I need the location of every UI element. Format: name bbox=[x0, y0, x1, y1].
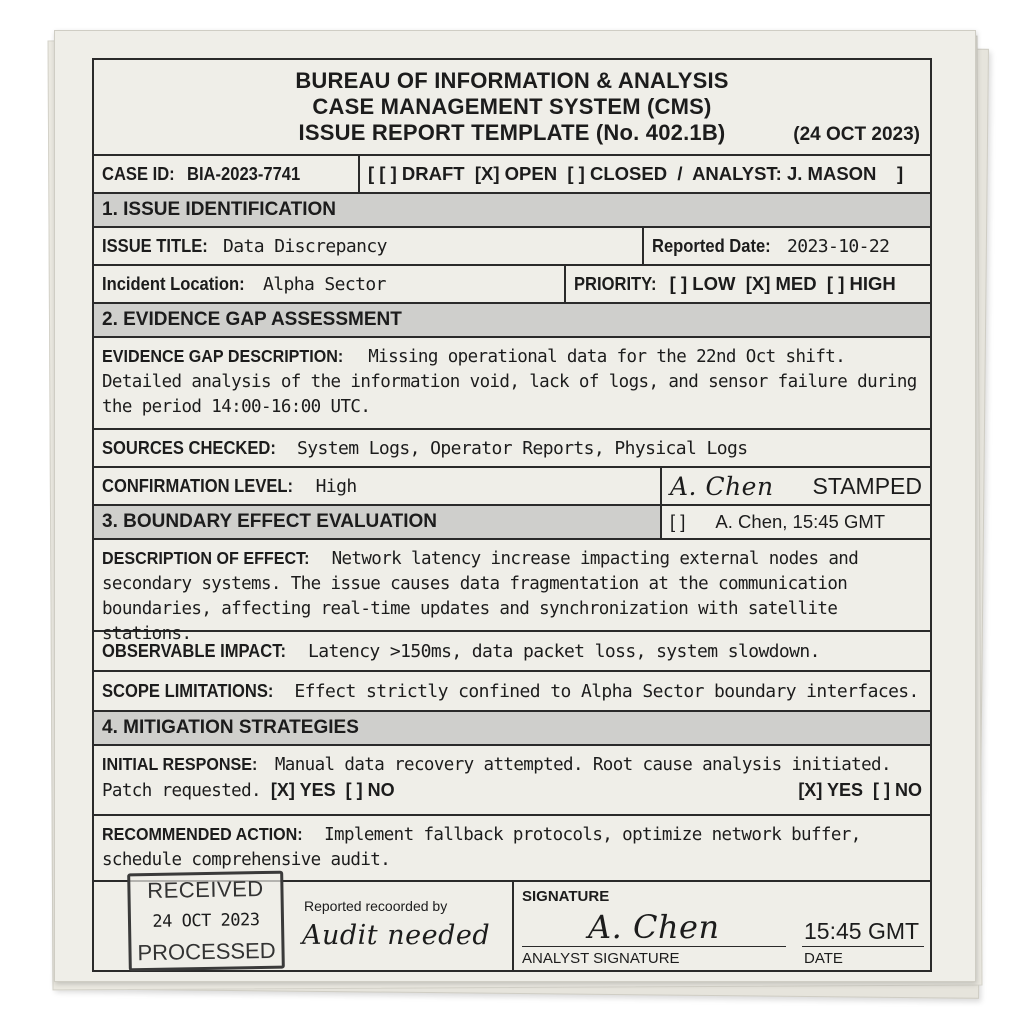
section-3-checkbox[interactable]: [ ] bbox=[670, 511, 686, 532]
confirmation-row bbox=[94, 468, 930, 506]
scope-value: Effect strictly confined to Alpha Sector boundary interfaces. bbox=[294, 680, 919, 702]
reported-date-cell bbox=[644, 228, 930, 264]
case-status: [ [ ] DRAFT [X] OPEN [ ] CLOSED / ANALYST: J. MASON ] bbox=[368, 163, 904, 184]
initial-response-check[interactable]: [X] YES [ ] NO bbox=[798, 780, 922, 800]
confirmation-signature: A. Chen bbox=[670, 471, 774, 501]
date-line bbox=[802, 946, 924, 947]
recommended-label: RECOMMENDED ACTION: bbox=[102, 824, 303, 844]
case-row bbox=[94, 156, 930, 194]
header-template: ISSUE REPORT TEMPLATE (No. 402.1B) bbox=[298, 120, 726, 145]
priority-cell bbox=[566, 266, 930, 302]
initial-response-line2: Patch requested. bbox=[102, 781, 261, 801]
case-id-cell bbox=[94, 156, 360, 192]
section-3-header bbox=[94, 506, 930, 540]
issue-title-row bbox=[94, 228, 930, 266]
impact-value: Latency >150ms, data packet loss, system slowdown. bbox=[308, 640, 820, 662]
form-footer bbox=[94, 875, 930, 972]
stamp-date: 24 OCT 2023 bbox=[152, 910, 260, 932]
location-value: Alpha Sector bbox=[263, 273, 386, 295]
section-3-title: 3. BOUNDARY EFFECT EVALUATION bbox=[94, 506, 662, 538]
issue-title-cell bbox=[94, 228, 644, 264]
impact-label: OBSERVABLE IMPACT: bbox=[102, 640, 287, 661]
header-agency: BUREAU OF INFORMATION & ANALYSIS bbox=[295, 68, 729, 93]
scope-row bbox=[94, 672, 930, 712]
scope-label: SCOPE LIMITATIONS: bbox=[102, 680, 274, 701]
section-3-sign-info: A. Chen, 15:45 GMT bbox=[715, 511, 886, 532]
stamp-received: RECEIVED bbox=[146, 875, 264, 904]
signature-box bbox=[512, 882, 932, 970]
effect-value: Network latency increase impacting external nodes and secondary systems. The issue causes data fragmentation at the communication boundaries, affecting real-time updates and synchronization with satellite stations. bbox=[102, 549, 859, 644]
analyst-signature: A. Chen bbox=[588, 908, 720, 946]
impact-row bbox=[94, 632, 930, 672]
evidence-gap-row bbox=[94, 338, 930, 430]
effect-cell bbox=[94, 540, 930, 644]
effect-label: DESCRIPTION OF EFFECT: bbox=[102, 548, 310, 568]
reported-by-label: Reported recoorded by bbox=[304, 898, 448, 914]
signature-label: SIGNATURE bbox=[522, 888, 610, 905]
stamped-text: STAMPED bbox=[812, 472, 922, 499]
scope-cell bbox=[94, 672, 927, 710]
received-stamp bbox=[127, 871, 285, 972]
impact-cell bbox=[94, 632, 828, 670]
section-2-title: 2. EVIDENCE GAP ASSESSMENT bbox=[102, 309, 402, 330]
date-caption: DATE bbox=[804, 950, 843, 967]
reported-date-label: Reported Date: bbox=[652, 235, 771, 256]
location-cell bbox=[94, 266, 566, 302]
initial-response-row bbox=[94, 746, 930, 816]
section-1-title: 1. ISSUE IDENTIFICATION bbox=[102, 199, 337, 220]
signature-line bbox=[522, 946, 786, 947]
signature-caption: ANALYST SIGNATURE bbox=[522, 950, 680, 967]
initial-response-label: INITIAL RESPONSE: bbox=[102, 754, 258, 774]
section-4-title: 4. MITIGATION STRATEGIES bbox=[102, 717, 359, 738]
priority-options: [ ] LOW [X] MED [ ] HIGH bbox=[669, 273, 896, 294]
initial-response-cell bbox=[94, 746, 930, 814]
confirmation-value: High bbox=[315, 475, 357, 497]
initial-response-value: Manual data recovery attempted. Root cause analysis initiated. bbox=[274, 755, 891, 775]
issue-report-form bbox=[92, 58, 932, 972]
signature-time: 15:45 GMT bbox=[804, 918, 920, 944]
recommended-value: Implement fallback protocols, optimize network buffer, schedule comprehensive audit. bbox=[102, 825, 861, 870]
patch-requested-check[interactable]: [X] YES [ ] NO bbox=[270, 780, 395, 800]
evidence-gap-value: Missing operational data for the 22nd Oct shift. Detailed analysis of the information void, lack of logs, and sensor failure during the period 14:00-16:00 UTC. bbox=[102, 347, 917, 417]
confirmation-label: CONFIRMATION LEVEL: bbox=[102, 475, 294, 496]
effect-row bbox=[94, 540, 930, 644]
section-1-header bbox=[94, 194, 930, 228]
confirmation-sign-cell bbox=[662, 468, 930, 504]
reported-by-note: Audit needed bbox=[302, 920, 491, 951]
issue-title-value: Data Discrepancy bbox=[223, 235, 387, 257]
priority-label: PRIORITY: bbox=[574, 273, 657, 294]
case-id-label: CASE ID: bbox=[102, 163, 175, 184]
location-row bbox=[94, 266, 930, 304]
section-3-sign-cell bbox=[662, 506, 930, 538]
section-4-header bbox=[94, 712, 930, 746]
evidence-gap-label: EVIDENCE GAP DESCRIPTION: bbox=[102, 346, 344, 366]
form-header bbox=[94, 60, 930, 156]
header-date: (24 OCT 2023) bbox=[793, 124, 920, 145]
section-2-header bbox=[94, 304, 930, 338]
stamp-processed: PROCESSED bbox=[137, 937, 276, 966]
header-system: CASE MANAGEMENT SYSTEM (CMS) bbox=[312, 94, 712, 119]
location-label: Incident Location: bbox=[102, 273, 245, 294]
sources-value: System Logs, Operator Reports, Physical Logs bbox=[297, 437, 748, 459]
issue-title-label: ISSUE TITLE: bbox=[102, 235, 208, 256]
sources-label: SOURCES CHECKED: bbox=[102, 437, 276, 458]
sources-cell bbox=[94, 430, 755, 466]
case-id-value: BIA-2023-7741 bbox=[187, 163, 301, 184]
reported-date-value: 2023-10-22 bbox=[787, 235, 890, 257]
evidence-gap-cell bbox=[94, 338, 930, 428]
recommended-cell bbox=[94, 816, 930, 880]
confirmation-cell bbox=[94, 468, 662, 504]
sources-row bbox=[94, 430, 930, 468]
